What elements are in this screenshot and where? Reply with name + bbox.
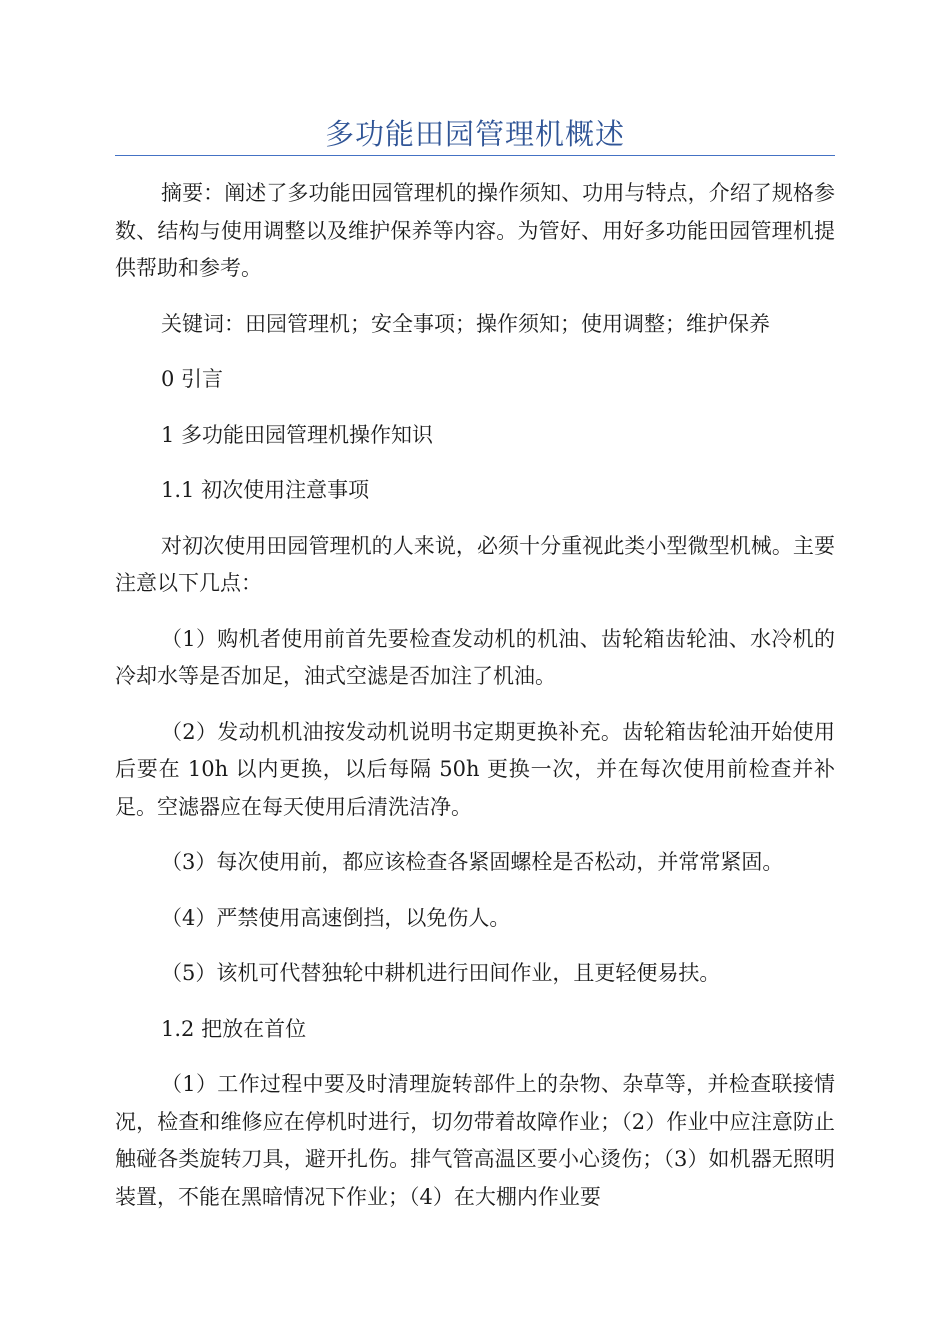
keywords-paragraph: 关键词：田园管理机；安全事项；操作须知；使用调整；维护保养 xyxy=(161,311,770,336)
list-item-5: （5）该机可代替独轮中耕机进行田间作业，且更轻便易扶。 xyxy=(161,961,721,985)
abstract-paragraph: 摘要：阐述了多功能田园管理机的操作须知、功用与特点，介绍了规格参数、结构与使用调整以及维护保养等内容。为管好、用好多功能田园管理机提供帮助和参考。 xyxy=(115,181,835,280)
body-paragraph-safety: （1）工作过程中要及时清理旋转部件上的杂物、杂草等，并检查联接情况，检查和维修应在停机时进行，切勿带着故障作业；（2）作业中应注意防止触碰各类旋转刀具，避开扎伤。排气管高温区要小心烫伤；（3）如机器无照明装置，不能在黑暗情况下作业；（4）在大棚内作业要 xyxy=(115,1072,835,1209)
list-item-2: （2）发动机机油按发动机说明书定期更换补充。齿轮箱齿轮油开始使用后要在 10h 以内更换，以后每隔 50h 更换一次，并在每次使用前检查并补足。空滤器应在每天使用后清洗洁净。 xyxy=(115,719,835,819)
body-paragraph: 对初次使用田园管理机的人来说，必须十分重视此类小型微型机械。主要注意以下几点： xyxy=(115,533,835,595)
section-heading-1-2: 1.2 把放在首位 xyxy=(161,1016,307,1041)
section-heading-1: 1 多功能田园管理机操作知识 xyxy=(161,422,434,447)
list-item-3: （3）每次使用前，都应该检查各紧固螺栓是否松动，并常常紧固。 xyxy=(161,850,784,874)
section-heading-intro: 0 引言 xyxy=(161,367,224,391)
list-item-1: （1）购机者使用前首先要检查发动机的机油、齿轮箱齿轮油、水冷机的冷却水等是否加足，油式空滤是否加注了机油。 xyxy=(115,626,835,688)
document-body xyxy=(115,175,835,1232)
title-underline xyxy=(115,155,835,156)
document-title: 多功能田园管理机概述 xyxy=(324,117,625,151)
section-heading-1-1: 1.1 初次使用注意事项 xyxy=(161,478,370,502)
list-item-4: （4）严禁使用高速倒挡，以免伤人。 xyxy=(161,905,511,930)
